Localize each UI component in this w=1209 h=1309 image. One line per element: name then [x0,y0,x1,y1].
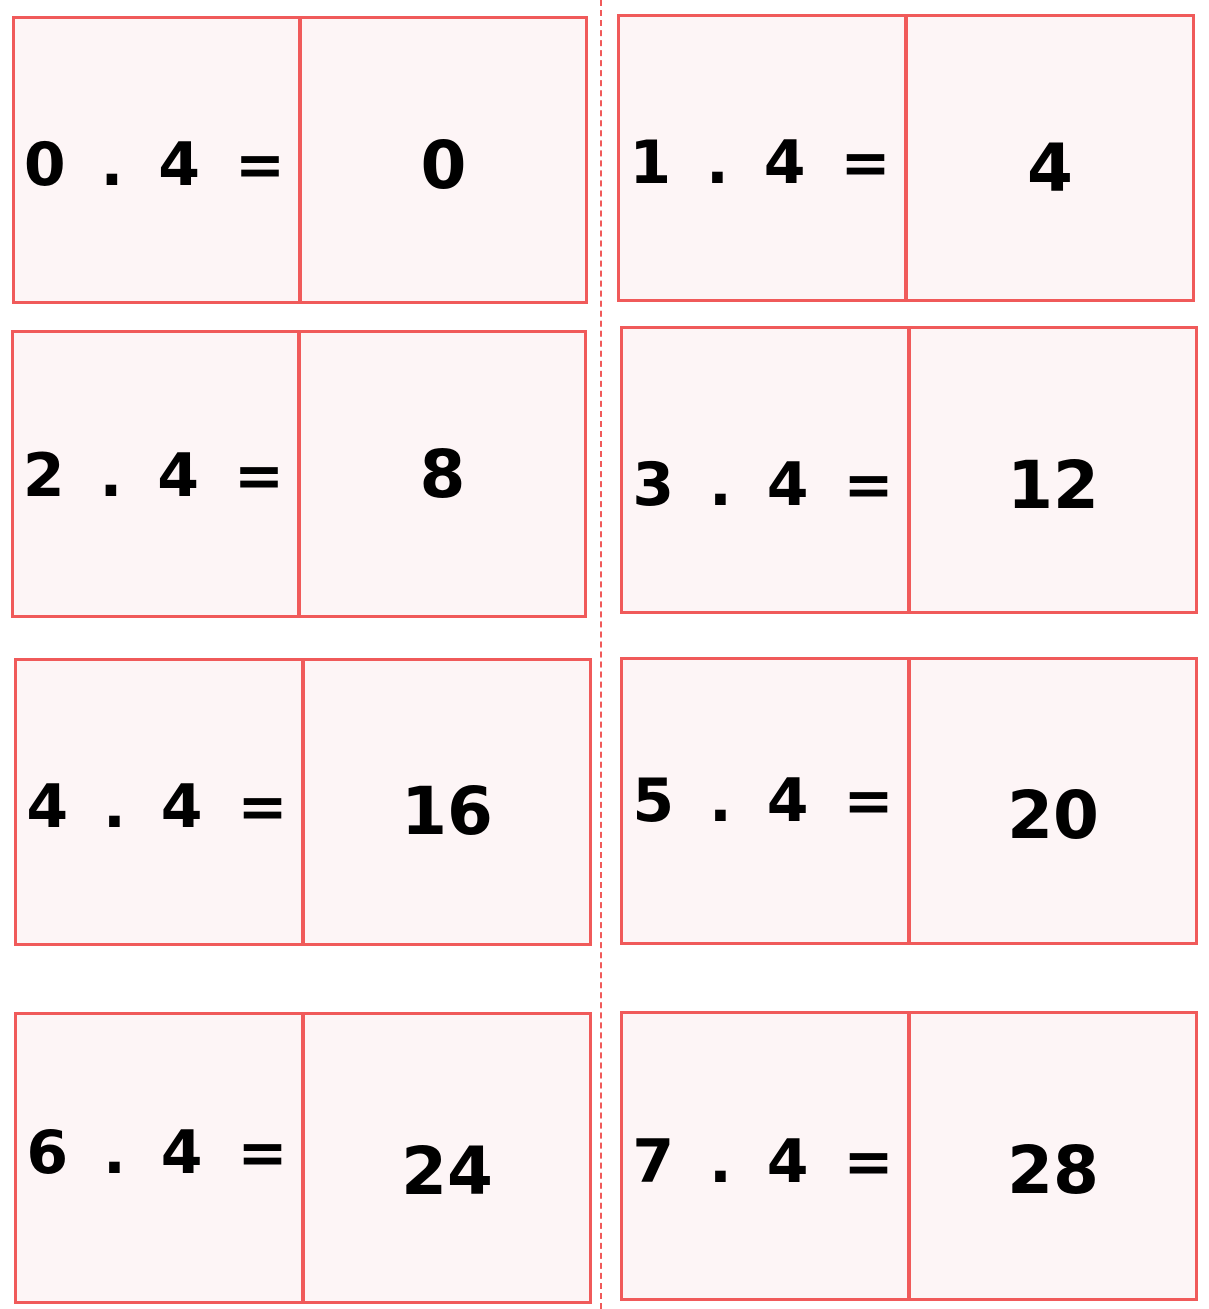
card-expression: 6 . 4 = [26,1118,292,1188]
card-answer-cell [305,661,589,943]
card-answer: 12 [1007,446,1099,524]
card-expression: 7 . 4 = [632,1127,898,1197]
card-answer-cell [302,19,585,301]
card-expression-cell [623,660,911,942]
cut-line-divider [600,0,602,1309]
flashcard-2x4 [11,330,587,618]
card-answer: 16 [401,772,493,850]
card-expression-cell [623,329,911,611]
flashcard-4x4 [14,658,592,946]
card-answer-cell [301,333,584,615]
card-answer-cell [911,329,1195,611]
card-expression: 5 . 4 = [632,766,898,836]
flashcard-3x4 [620,326,1198,614]
card-answer: 0 [420,126,467,204]
card-answer-cell [305,1015,589,1301]
card-expression: 1 . 4 = [629,128,895,198]
flashcard-7x4 [620,1011,1198,1301]
card-expression: 2 . 4 = [22,441,289,511]
card-answer-cell [911,1014,1195,1298]
card-answer: 24 [401,1132,493,1210]
card-answer: 28 [1007,1131,1099,1209]
card-expression-cell [620,17,908,299]
card-expression-cell [15,19,302,301]
card-answer: 8 [419,435,466,513]
flashcard-1x4 [617,14,1195,302]
card-answer-cell [908,17,1192,299]
card-answer-cell [911,660,1195,942]
card-expression: 4 . 4 = [26,772,292,842]
card-expression-cell [17,1015,305,1301]
card-answer: 4 [1027,129,1073,207]
card-expression-cell [14,333,301,615]
flashcard-0x4 [12,16,588,304]
flashcard-6x4 [14,1012,592,1304]
card-expression-cell [17,661,305,943]
flashcard-5x4 [620,657,1198,945]
card-expression: 3 . 4 = [632,450,898,520]
card-answer: 20 [1007,776,1099,854]
card-expression-cell [623,1014,911,1298]
card-expression: 0 . 4 = [23,130,290,200]
